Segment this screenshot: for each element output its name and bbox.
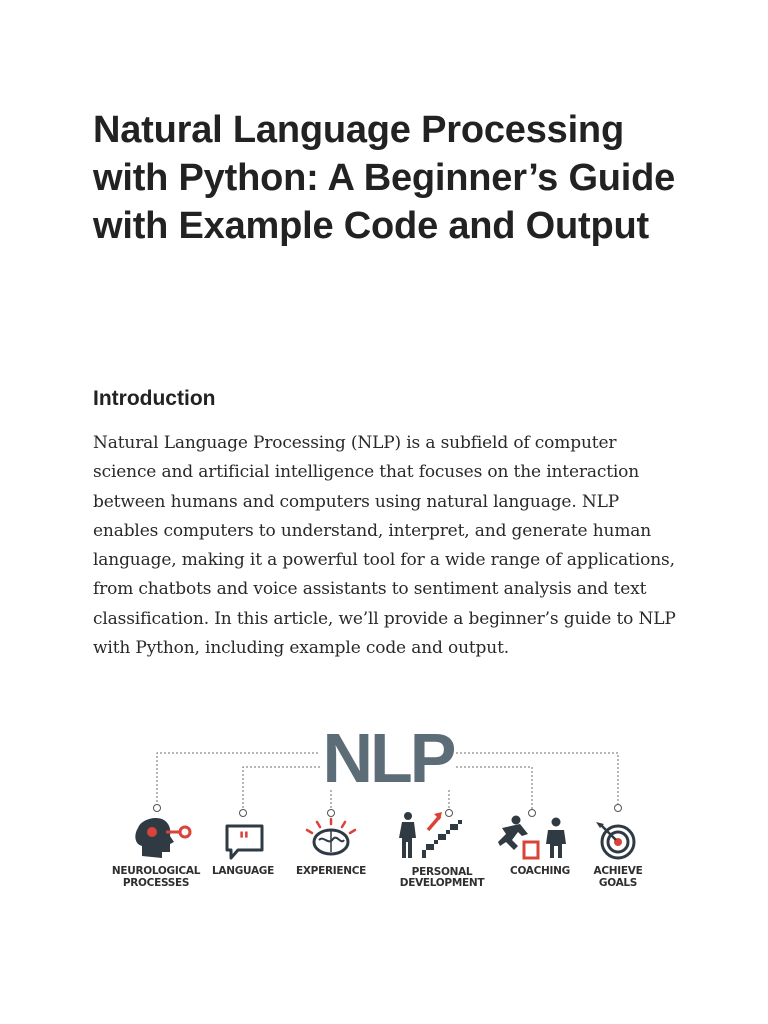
stairs-climb-icon — [399, 812, 462, 858]
page-title: Natural Language Processing with Python: A Beginner’s Guide with Example Code and Output — [93, 109, 676, 247]
coaching-icon — [498, 816, 566, 859]
label-neurological-line2: PROCESSES — [122, 877, 190, 889]
nlp-infographic — [110, 724, 650, 894]
label-achieve-line1: ACHIEVE — [593, 865, 643, 877]
svg-text:": " — [238, 828, 250, 854]
infographic-title: NLP — [322, 724, 454, 797]
section-heading-introduction: Introduction — [93, 387, 216, 410]
infographic-labels — [112, 865, 643, 889]
label-experience: EXPERIENCE — [296, 865, 366, 877]
brain-icon — [307, 819, 355, 854]
connector-dots — [154, 805, 622, 817]
label-coaching: COACHING — [510, 865, 570, 877]
label-neurological-line1: NEUROLOGICAL — [111, 865, 201, 877]
target-icon — [596, 822, 634, 858]
speech-quote-icon — [227, 826, 262, 858]
label-personal-line2: DEVELOPMENT — [399, 877, 485, 889]
intro-paragraph: Natural Language Processing (NLP) is a subfield of computer science and artificial intelligence that focuses on the interaction between humans and computers using natural language. NLP enables computers to understand, interpret, and generate human language, making it a powerful tool for a wide range of applications, from chatbots and voice assistants to sentiment analysis and text classification. In this article, we’ll provide a beginner’s guide to NLP with Python, including example code and output. — [93, 433, 676, 659]
label-language: LANGUAGE — [212, 865, 274, 877]
label-achieve-line2: GOALS — [598, 877, 638, 889]
label-personal-line1: PERSONAL — [411, 866, 473, 878]
brain-head-icon — [135, 818, 190, 858]
